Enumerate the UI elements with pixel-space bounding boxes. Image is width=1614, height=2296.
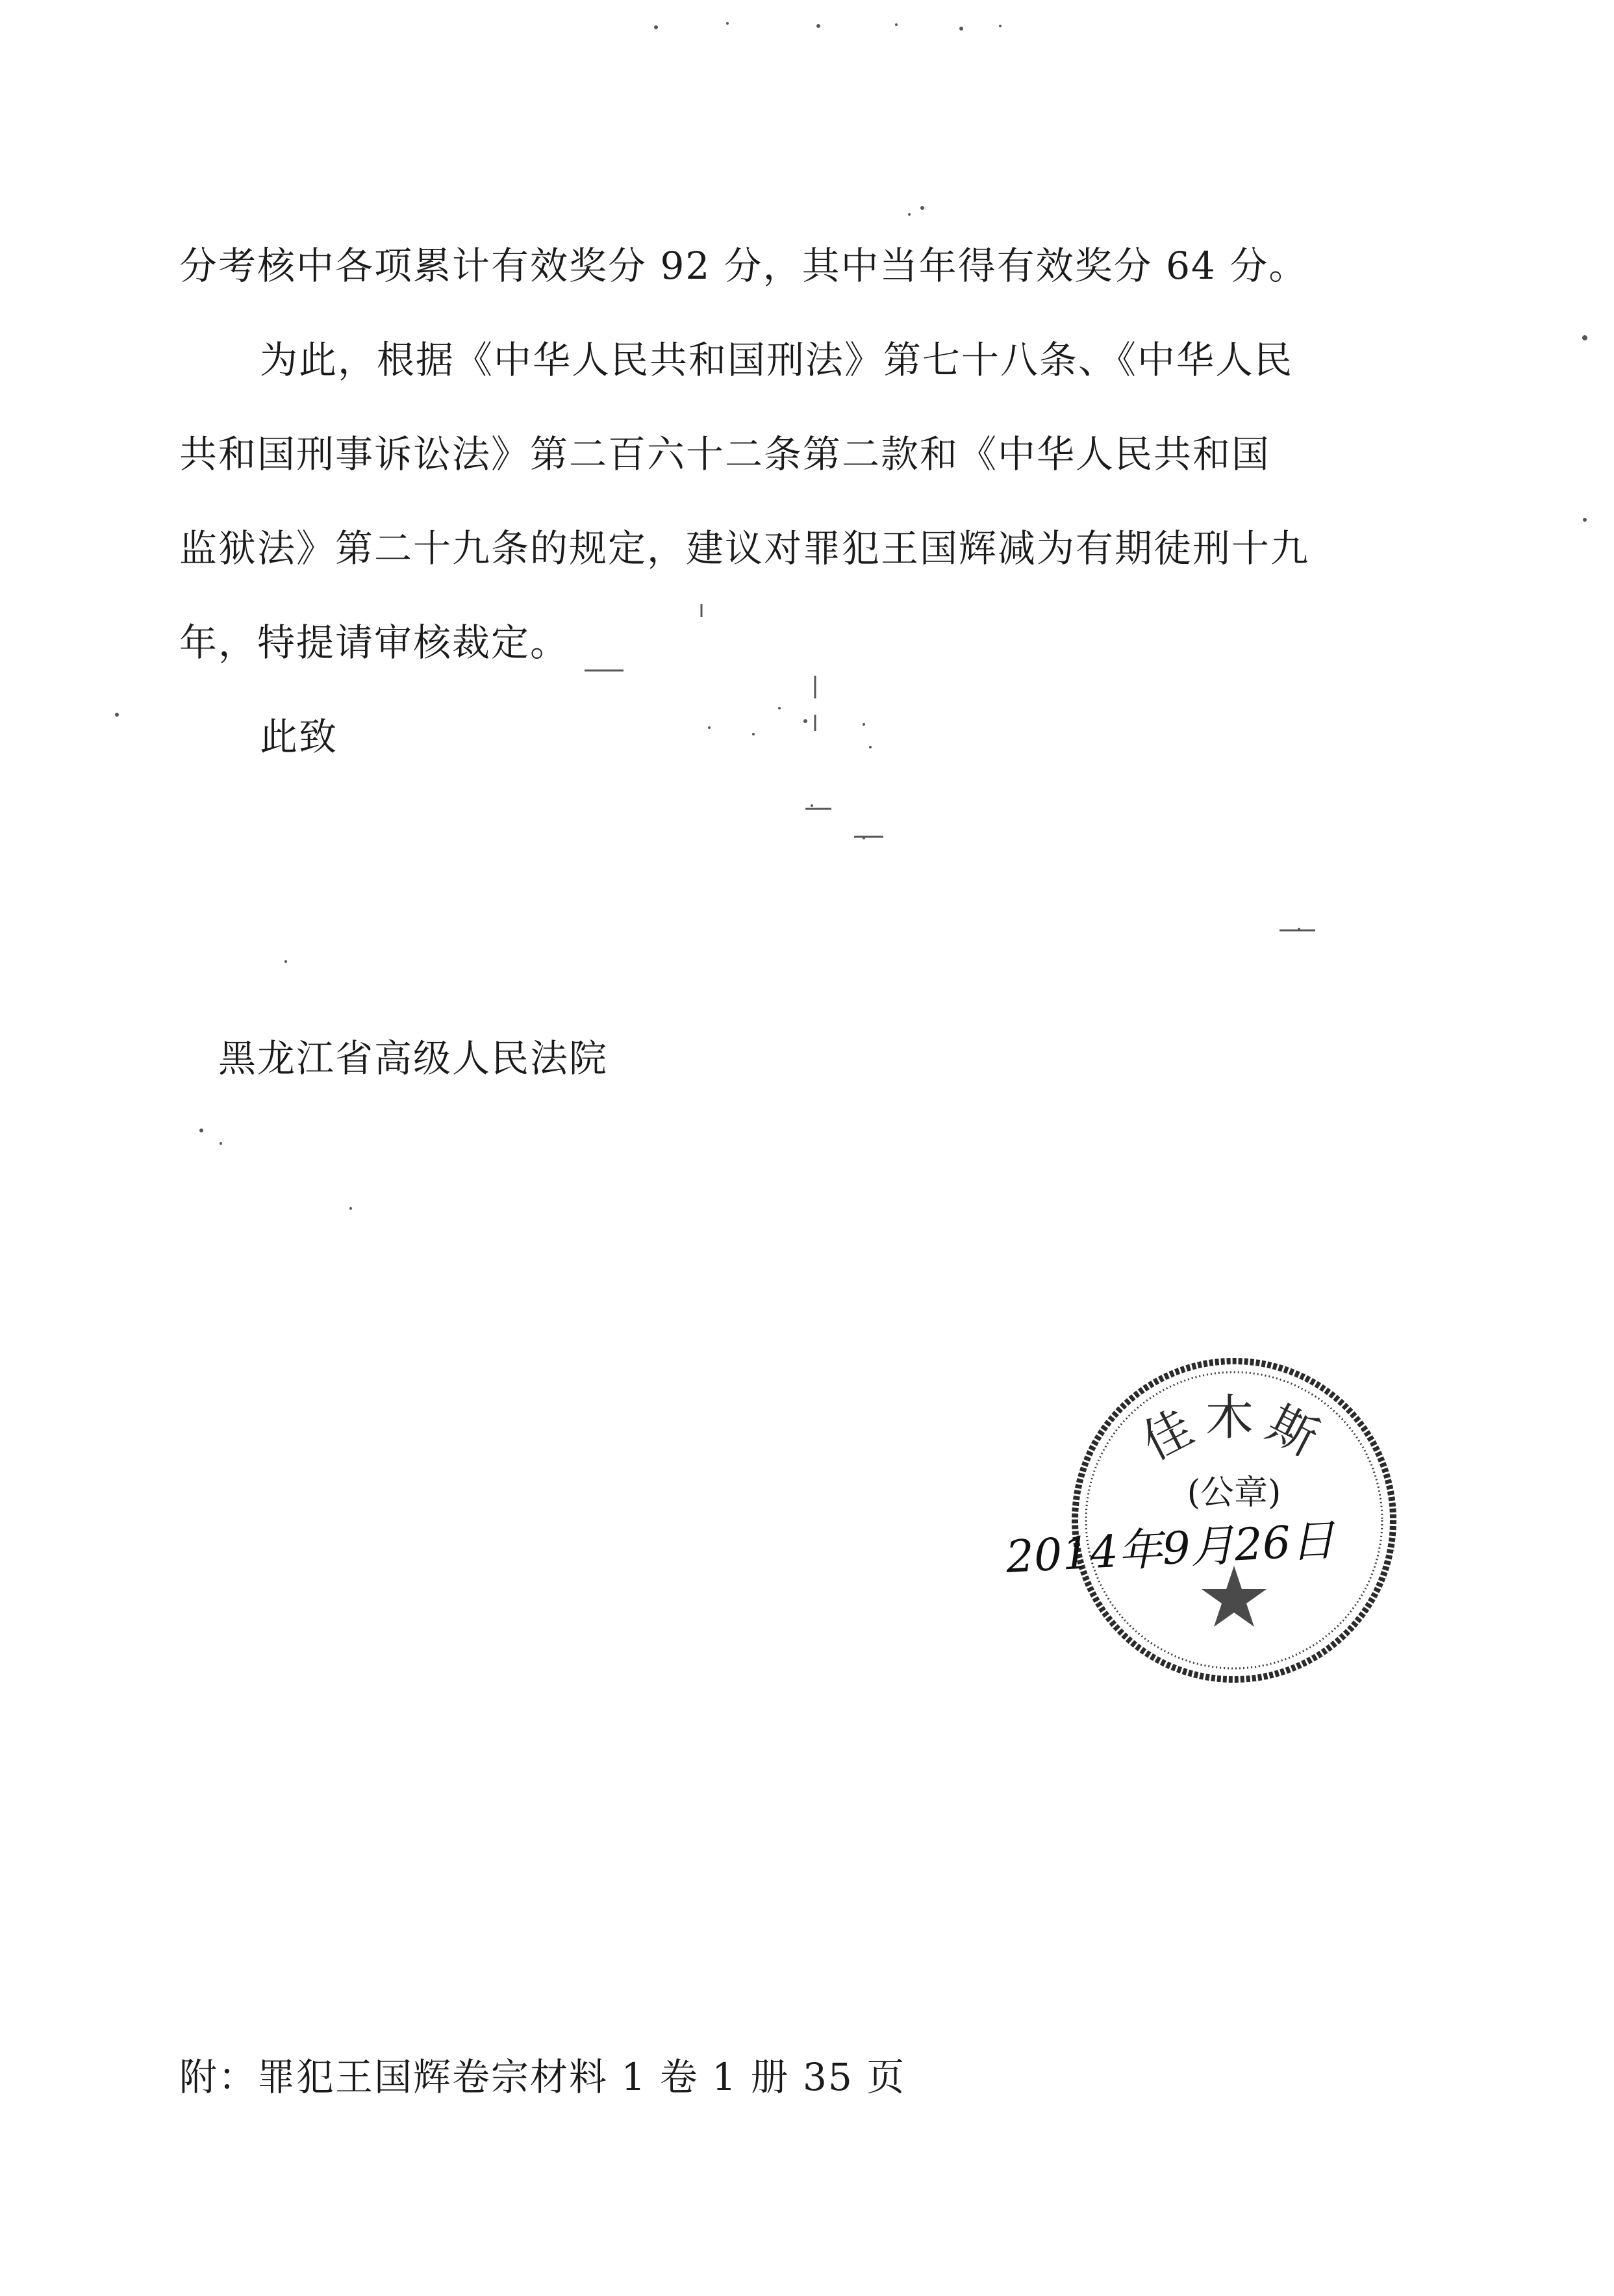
attachment-note: 附：罪犯王国辉卷宗材料 1 卷 1 册 35 页 [179, 2055, 906, 2099]
seal-label: (公章) [1187, 1473, 1281, 1512]
handwritten-date-text: 2014年9月26日 [1004, 1514, 1337, 1583]
salutation: 此致 [260, 715, 338, 759]
paragraph-line-2: 为此，根据《中华人民共和国刑法》第七十八条、《中华人民 [260, 338, 1294, 382]
paragraph-line-5: 年，特提请审核裁定。 [179, 620, 570, 665]
paragraph-line-1: 分考核中各项累计有效奖分 92 分，其中当年得有效奖分 64 分。 [179, 244, 1308, 288]
court-name: 黑龙江省高级人民法院 [218, 1036, 609, 1080]
svg-text:佳木斯 [1133, 1390, 1335, 1472]
paragraph-line-4: 监狱法》第二十九条的规定，建议对罪犯王国辉减为有期徒刑十九 [179, 526, 1310, 570]
paragraph-line-3: 共和国刑事诉讼法》第二百六十二条第二款和《中华人民共和国 [179, 432, 1271, 476]
handwritten-date [1000, 1514, 1403, 1592]
seal-text: 佳木斯 [1133, 1390, 1335, 1472]
